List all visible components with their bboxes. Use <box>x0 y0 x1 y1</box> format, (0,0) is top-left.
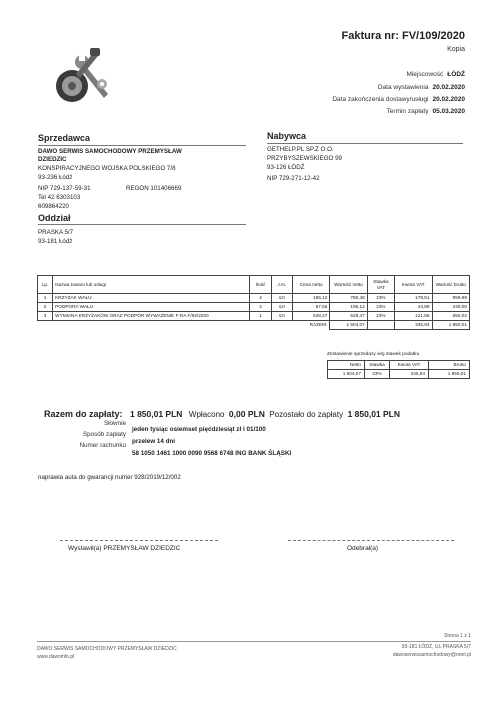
vat-col-header: Stawka <box>365 361 390 370</box>
table-row <box>38 312 470 321</box>
vat-gross: 1 850,01 <box>429 370 470 379</box>
invoice-title: Faktura nr: FV/109/2020 <box>341 30 465 42</box>
branch-city: 93-181 Łódź <box>38 238 73 245</box>
cell-unit: szt <box>271 303 292 312</box>
table-row <box>38 303 470 312</box>
cell-gross: 650,02 <box>432 312 470 321</box>
col-header: Wartość brutto <box>432 276 470 294</box>
seller-street: KONSPIRACYJNEGO WOJSKA POLSKIEGO 7/8 <box>38 165 176 172</box>
issued-signature-line <box>60 540 218 541</box>
cell-qty: 4 <box>250 294 271 303</box>
meta-label: Miejscowość <box>406 71 444 78</box>
meta-place <box>406 71 465 78</box>
col-header: Ilość <box>250 276 271 294</box>
buyer-name: GETHELP.PL SP.Z O.O. <box>267 146 334 153</box>
col-header: Cena netto <box>292 276 329 294</box>
vat-col-header: Kwota VAT <box>390 361 429 370</box>
col-header: Kwota VAT <box>395 276 432 294</box>
cell-rate: 23% <box>367 303 394 312</box>
vat-summary-header <box>328 361 470 370</box>
col-header: Lp. <box>38 276 53 294</box>
remaining-value: 1 850,01 PLN <box>347 409 401 419</box>
cell-gross: 240,00 <box>432 303 470 312</box>
vat-summary-table <box>327 360 470 379</box>
cell-gross: 959,99 <box>432 294 470 303</box>
footer-right-line1: 93-181 ŁÓDŹ, UL.PRASKA 5/7 <box>401 644 471 650</box>
meta-due-date <box>387 108 465 115</box>
paid-label: Wpłacono <box>188 410 225 419</box>
total-rate-empty <box>367 321 394 330</box>
footer-left-line1: DAWO SERWIS SAMOCHODOWY PRZEMYSŁAW DZIEDZIC <box>37 646 177 652</box>
cell-lp: 3 <box>38 312 53 321</box>
seller-name-line1: DAWO SERWIS SAMOCHODOWY PRZEMYSŁAW <box>38 148 182 155</box>
branch-title: Oddział <box>38 213 71 223</box>
meta-value: 20.02.2020 <box>432 84 465 91</box>
branch-rule <box>38 224 246 225</box>
table-total-row <box>38 321 470 330</box>
words-value: jeden tysiąc osiemset pięćdziesiąt zł i 01/100 <box>132 426 266 433</box>
warranty-note: naprawia auta do gwarancji numer 928/2019/12/002 <box>38 474 181 481</box>
vat-col-header: Brutto <box>429 361 470 370</box>
cell-net: 195,12 <box>330 303 367 312</box>
col-header: Wartość netto <box>330 276 367 294</box>
method-label: Sposób zapłaty <box>82 431 126 438</box>
company-logo <box>50 44 120 112</box>
seller-phone2: 609864220 <box>38 203 69 210</box>
meta-value: ŁÓDŹ <box>447 71 465 78</box>
total-label: RAZEM: <box>38 321 330 330</box>
cell-name: WYMIANA KRZYŻAKÓW ORAZ PODPÓR WYWAŻENIE F-RA F/92/2020 <box>53 312 250 321</box>
received-label: Odebrał(a) <box>347 545 379 552</box>
buyer-street: PRZYBYSZEWSKIEGO 99 <box>267 155 342 162</box>
buyer-rule <box>267 143 463 144</box>
seller-regon: REGON 101406669 <box>126 185 182 192</box>
buyer-title: Nabywca <box>267 131 307 141</box>
issued-name: PRZEMYSŁAW DZIEDZIC <box>103 545 181 552</box>
account-value: 58 1050 1461 1000 0090 9568 6748 ING BANK ŚLĄSKI <box>132 450 292 457</box>
cell-net: 528,47 <box>330 312 367 321</box>
branch-street: PRASKA 5/7 <box>38 229 74 236</box>
cell-price: 195,12 <box>292 294 329 303</box>
seller-name-line2: DZIEDZIC <box>38 156 67 163</box>
copy-label: Kopia <box>447 46 465 53</box>
table-row <box>38 294 470 303</box>
seller-rule <box>38 145 246 146</box>
footer-right-line2: dawoserwissamochodowy@onet.pl <box>392 652 471 658</box>
cell-price: 528,47 <box>292 312 329 321</box>
footer-rule <box>37 641 471 642</box>
cell-net: 780,48 <box>330 294 367 303</box>
meta-value: 05.03.2020 <box>432 108 465 115</box>
cell-unit: szt <box>271 294 292 303</box>
cell-price: 97,56 <box>292 303 329 312</box>
cell-qty: 2 <box>250 303 271 312</box>
meta-delivery-date <box>332 96 465 103</box>
cell-vat: 44,88 <box>395 303 432 312</box>
vat-summary-row <box>328 370 470 379</box>
col-header: Nazwa towaru lub usługi <box>53 276 250 294</box>
total-gross: 1 850,01 <box>432 321 470 330</box>
seller-phone: Tel 42 6303103 <box>38 194 81 201</box>
meta-label: Termin zapłaty <box>386 108 429 115</box>
seller-title: Sprzedawca <box>38 133 91 143</box>
cell-name: PODPORA WAŁU <box>53 303 250 312</box>
received-signature-line <box>288 540 454 541</box>
words-label: Słownie <box>103 420 126 427</box>
meta-value: 20.02.2020 <box>432 96 465 103</box>
seller-city: 93-236 Łódź <box>38 174 73 181</box>
method-value: przelew 14 dni <box>132 438 176 445</box>
due-label: Razem do zapłaty: <box>44 409 123 419</box>
total-net: 1 504,07 <box>330 321 367 330</box>
vat-amount: 345,94 <box>390 370 429 379</box>
meta-label: Data wystawienia <box>377 84 429 91</box>
items-header-row <box>38 276 470 294</box>
vat-rate: 23% <box>365 370 390 379</box>
col-header: Stawka VAT <box>367 276 394 294</box>
issued-label: Wystawił(a) <box>68 545 102 552</box>
vat-col-header: Netto <box>328 361 365 370</box>
cell-rate: 23% <box>367 312 394 321</box>
footer-left-line2: www.dawoinfo.pl <box>37 654 75 660</box>
remaining-label: Pozostało do zapłaty <box>269 410 344 419</box>
paid-value: 0,00 PLN <box>228 409 265 419</box>
cell-qty: 1 <box>250 312 271 321</box>
cell-name: KRZYŻAK WAŁU <box>53 294 250 303</box>
buyer-city: 93-126 ŁÓDŹ <box>267 164 305 171</box>
footer-page: Strona 1 z 1 <box>444 633 471 639</box>
total-vat: 345,94 <box>395 321 432 330</box>
issued-signature <box>68 545 180 552</box>
col-header: J.m. <box>271 276 292 294</box>
meta-label: Data zakończenia dostawy/usługi <box>332 96 429 103</box>
due-value: 1 850,01 PLN <box>129 409 183 419</box>
vat-summary-title: Zestawienie sprzedaży w/g stawek podatku <box>327 352 420 357</box>
cell-lp: 2 <box>38 303 53 312</box>
seller-nip: NIP 729-137-59-31 <box>38 185 91 192</box>
cell-unit: szt <box>271 312 292 321</box>
wrench-tire-logo-icon <box>50 44 120 112</box>
vat-net: 1 504,07 <box>328 370 365 379</box>
cell-lp: 1 <box>38 294 53 303</box>
buyer-nip: NIP 729-271-12-42 <box>267 175 320 182</box>
cell-vat: 121,55 <box>395 312 432 321</box>
cell-vat: 179,51 <box>395 294 432 303</box>
cell-rate: 23% <box>367 294 394 303</box>
meta-issue-date <box>378 84 465 91</box>
items-table <box>37 275 470 330</box>
account-label: Numer rachunku <box>79 442 126 449</box>
